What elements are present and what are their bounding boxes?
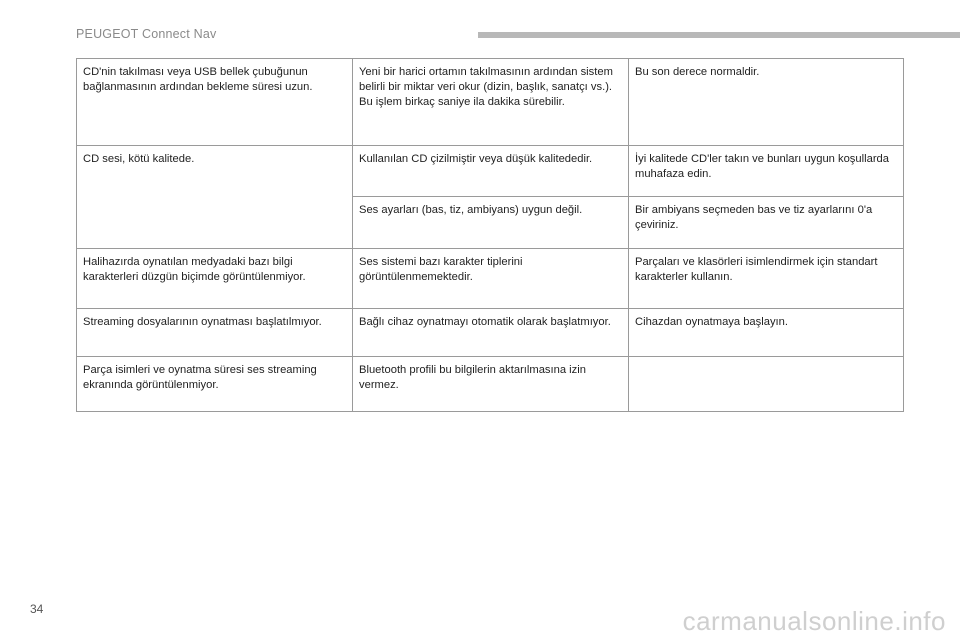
table-row (77, 357, 904, 412)
problem-cell: Halihazırda oynatılan medyadaki bazı bilgi karakterleri düzgün biçimde görüntülenmiyor. (77, 249, 353, 309)
cause-cell: Bağlı cihaz oynatmayı otomatik olarak başlatmıyor. (353, 309, 629, 357)
cause-cell: Kullanılan CD çizilmiştir veya düşük kalitededir. (353, 146, 629, 197)
cause-cell: Yeni bir harici ortamın takılmasının ardından sistem belirli bir miktar veri okur (dizin, başlık, sanatçı vs.). Bu işlem birkaç saniye ila dakika sürebilir. (353, 59, 629, 146)
problem-cell: Parça isimleri ve oynatma süresi ses streaming ekranında görüntülenmiyor. (77, 357, 353, 412)
solution-cell: Bu son derece normaldir. (629, 59, 904, 146)
problem-cell: CD sesi, kötü kalitede. (77, 146, 353, 249)
solution-cell (629, 357, 904, 412)
solution-cell: Bir ambiyans seçmeden bas ve tiz ayarlarını 0'a çeviriniz. (629, 197, 904, 249)
cause-cell: Ses sistemi bazı karakter tiplerini görüntülenmemektedir. (353, 249, 629, 309)
table-row (77, 309, 904, 357)
problem-cell: Streaming dosyalarının oynatması başlatılmıyor. (77, 309, 353, 357)
solution-cell: Cihazdan oynatmaya başlayın. (629, 309, 904, 357)
header-title: PEUGEOT Connect Nav (76, 27, 217, 41)
watermark: carmanualsonline.info (682, 606, 946, 636)
cause-cell: Bluetooth profili bu bilgilerin aktarılmasına izin vermez. (353, 357, 629, 412)
table-row (77, 146, 904, 197)
cause-cell: Ses ayarları (bas, tiz, ambiyans) uygun değil. (353, 197, 629, 249)
troubleshooting-table (76, 58, 904, 412)
table-row (77, 249, 904, 309)
solution-cell: İyi kalitede CD'ler takın ve bunları uygun koşullarda muhafaza edin. (629, 146, 904, 197)
header-bar (478, 32, 960, 38)
problem-cell: CD'nin takılması veya USB bellek çubuğunun bağlanmasının ardından bekleme süresi uzun. (77, 59, 353, 146)
table-row (77, 59, 904, 146)
page-number: 34 (30, 602, 44, 616)
solution-cell: Parçaları ve klasörleri isimlendirmek için standart karakterler kullanın. (629, 249, 904, 309)
